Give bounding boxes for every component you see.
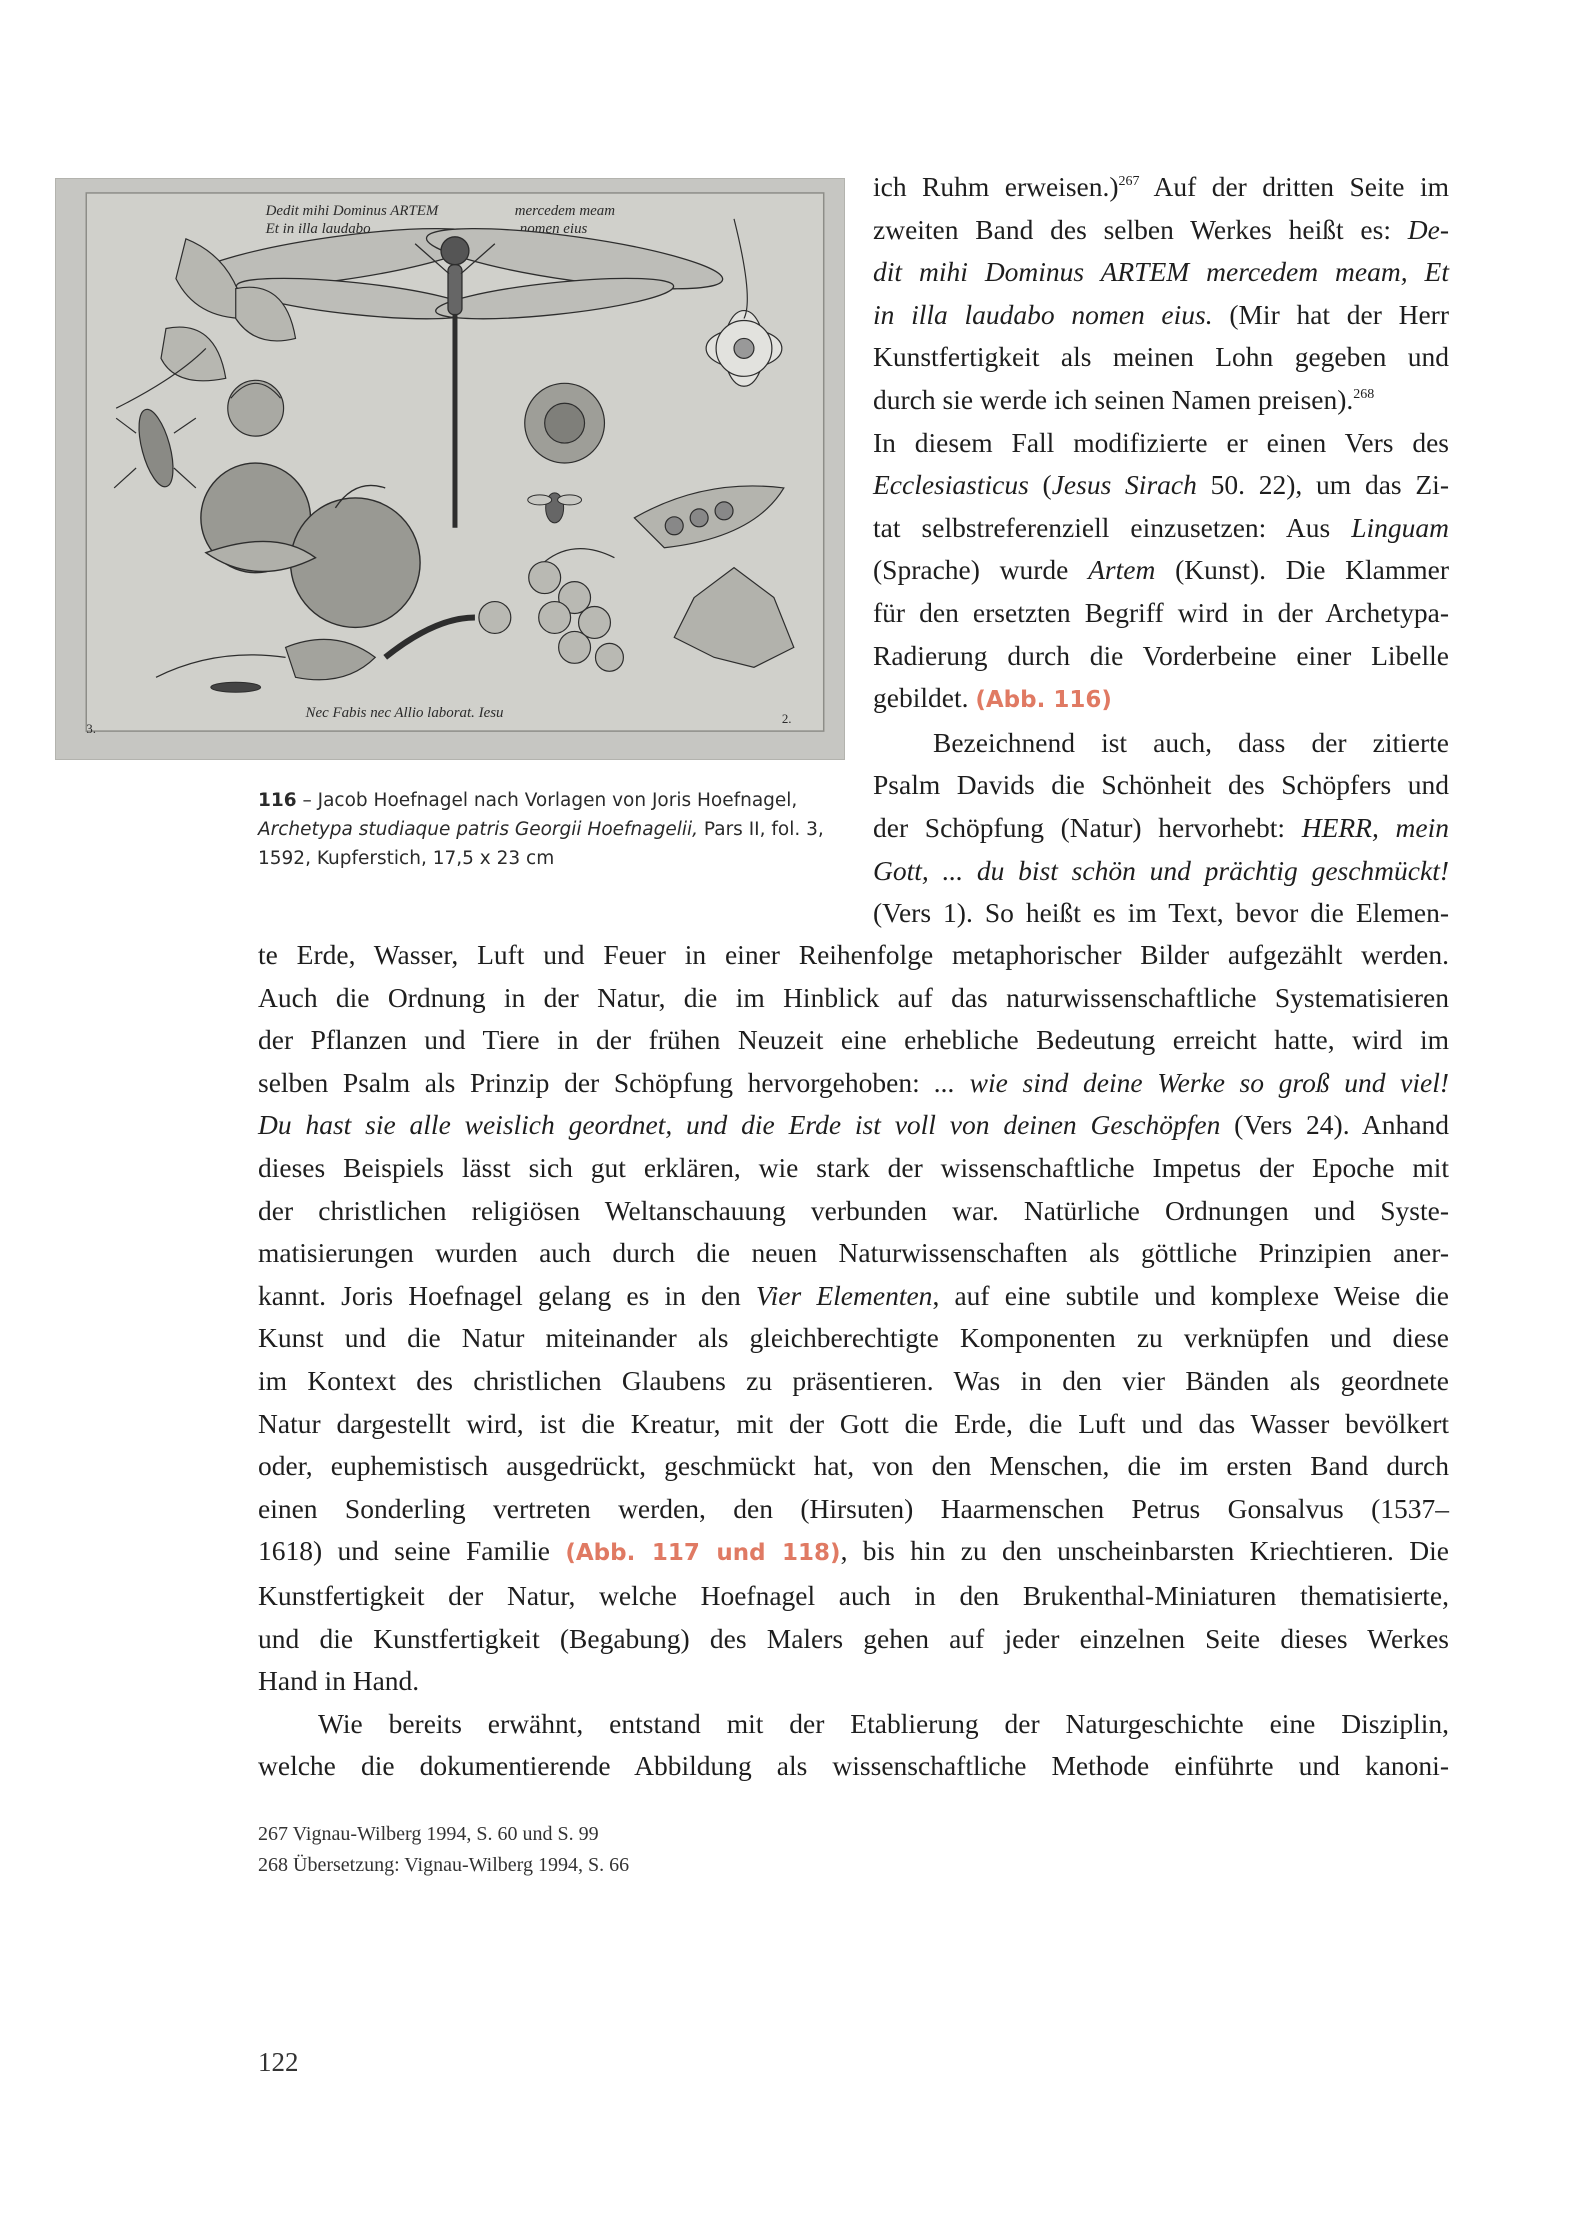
page-number: 122 — [258, 2047, 299, 2077]
rose-drawing — [525, 383, 605, 463]
text-line: einen Sonderling vertreten werden, den (Hirsuten) Haarmenschen Petrus Gonsalvus (1537– — [258, 1492, 1449, 1524]
text-line: dieses Beispiels lässt sich gut erklären, wie stark der wissenschaftliche Impetus der Epoche mit — [258, 1151, 1449, 1183]
text-line: Psalm Davids die Schönheit des Schöpfers und — [873, 769, 1449, 801]
text-line: welche die dokumentierende Abbildung als wissenschaftliche Methode einführte und kanoni- — [258, 1750, 1449, 1782]
small-insect-drawing — [211, 682, 261, 692]
text-line: und die Kunstfertigkeit (Begabung) des Malers gehen auf jeder einzelnen Seite dieses Werkes — [258, 1622, 1449, 1654]
text-line: für den ersetzten Begriff wird in der Archetypa- — [873, 596, 1449, 628]
text-line: Du hast sie alle weislich geordnet, und die Erde ist voll von deinen Geschöpfen (Vers 24). Anhand — [258, 1109, 1449, 1141]
caption-details: 1592, Kupferstich, 17,5 x 23 cm — [258, 848, 555, 869]
engraving-inscription: Nec Fabis nec Allio laborat. Iesu — [305, 705, 504, 722]
text-line: Wie bereits erwähnt, entstand mit der Etablierung der Naturgeschichte eine Disziplin, — [318, 1707, 1449, 1739]
text-line: Ecclesiasticus (Jesus Sirach 50. 22), um das Zi- — [873, 469, 1449, 501]
text-line: Kunstfertigkeit als meinen Lohn gegeben und — [873, 341, 1449, 373]
text-line: dit mihi Dominus ARTEM mercedem meam, Et — [873, 256, 1449, 288]
text-line: zweiten Band des selben Werkes heißt es: De- — [873, 213, 1449, 245]
text-line: matisierungen wurden auch durch die neuen Naturwissenschaften als göttliche Prinzipien aner- — [258, 1237, 1449, 1269]
text-line: der Pflanzen und Tiere in der frühen Neuzeit eine erhebliche Bedeutung erreicht hatte, wird im — [258, 1024, 1449, 1056]
text-line: Auch die Ordnung in der Natur, die im Hinblick auf das naturwissenschaftliche Systematisieren — [258, 981, 1449, 1013]
figure-reference-link[interactable]: (Abb. 116) — [975, 687, 1112, 714]
text-line: oder, euphemistisch ausgedrückt, geschmückt hat, von den Menschen, die im ersten Band durch — [258, 1450, 1449, 1482]
caption-author: Jacob Hoefnagel nach Vorlagen von Joris Hoefnagel, — [317, 790, 798, 811]
caption-details: Pars II, fol. 3, — [698, 819, 824, 840]
footnote-267: 267 Vignau-Wilberg 1994, S. 60 und S. 99 — [258, 1823, 599, 1845]
text-line: (Vers 1). So heißt es im Text, bevor die Elemen- — [873, 897, 1449, 929]
text-line: im Kontext des christlichen Glaubens zu präsentieren. Was in den vier Bänden als geordnete — [258, 1364, 1449, 1396]
text-line: (Sprache) wurde Artem (Kunst). Die Klammer — [873, 554, 1450, 586]
text-line: ich Ruhm erweisen.)$^{267}$ Auf der dritten Seite im — [873, 171, 1449, 202]
text-line: 1618) und seine Familie (Abb. 117 und 118), bis hin zu den unscheinbarsten Kriechtieren. Die — [258, 1535, 1449, 1567]
engraving-inscription: Dedit mihi Dominus ARTEM — [265, 202, 439, 219]
text-line: der Schöpfung (Natur) hervorhebt: HERR, mein — [873, 811, 1449, 843]
engraving-inscription: mercedem meam — [514, 202, 616, 219]
caption-dash: – — [296, 790, 318, 811]
body-text-full-width — [258, 934, 1449, 1788]
text-line: Bezeichnend ist auch, dass der zitierte — [933, 726, 1449, 758]
plate-number: 3. — [86, 721, 96, 737]
plate-number: 2. — [781, 711, 792, 727]
footnotes — [258, 1819, 1358, 1881]
text-line: Kunstfertigkeit der Natur, welche Hoefnagel auch in den Brukenthal-Miniaturen thematisierte, — [258, 1579, 1449, 1611]
text-line: Radierung durch die Vorderbeine einer Libelle — [873, 639, 1449, 671]
footnote-268: 268 Übersetzung: Vignau-Wilberg 1994, S. 66 — [258, 1854, 630, 1876]
figure-caption — [258, 786, 846, 873]
flower-bud-drawing — [228, 380, 284, 436]
body-text-right-column — [873, 166, 1449, 935]
engraving-inscription: Et in illa laudabo — [265, 220, 371, 237]
footnote-ref-268[interactable]: 268 — [1353, 386, 1375, 402]
engraving-inscription: nomen eius — [519, 220, 588, 237]
text-line: tat selbstreferenziell einzusetzen: Aus Linguam — [873, 511, 1449, 543]
text-line: durch sie werde ich seinen Namen preisen).$^{268}$ — [873, 383, 1375, 415]
text-line: Hand in Hand. — [258, 1665, 420, 1697]
text-line: selben Psalm als Prinzip der Schöpfung hervorgehoben: ... wie sind deine Werke so groß und viel! — [258, 1066, 1449, 1098]
caption-number: 116 — [258, 790, 297, 811]
footnote-ref-267[interactable]: 267 — [1118, 174, 1140, 189]
text-line: kannt. Joris Hoefnagel gelang es in den Vier Elementen, auf eine subtile und komplexe Weise die — [258, 1279, 1449, 1311]
figure-reference-link[interactable]: (Abb. 117 und 118) — [565, 1540, 841, 1567]
text-line: der christlichen religiösen Weltanschauung verbunden war. Natürliche Ordnungen und Syste- — [258, 1194, 1449, 1226]
text-line: In diesem Fall modifizierte er einen Vers des — [873, 426, 1449, 458]
text-line: te Erde, Wasser, Luft und Feuer in einer Reihenfolge metaphorischer Bilder aufgezählt werden. — [258, 939, 1449, 970]
text-line: Natur dargestellt wird, ist die Kreatur, mit der Gott die Erde, die Luft und das Wasser bevölkert — [258, 1407, 1449, 1439]
text-line: in illa laudabo nomen eius. (Mir hat der Herr — [873, 298, 1449, 330]
caption-title: Archetypa studiaque patris Georgii Hoefnagelii, — [258, 819, 699, 840]
text-line: Kunst und die Natur miteinander als gleichberechtigte Komponenten zu verknüpfen und diese — [258, 1322, 1449, 1354]
text-line: gebildet. (Abb. 116) — [873, 682, 1112, 714]
figure-116-engraving — [55, 178, 845, 760]
engraving-illustration — [56, 179, 844, 759]
text-line: Gott, ... du bist schön und prächtig geschmückt! — [873, 854, 1449, 886]
